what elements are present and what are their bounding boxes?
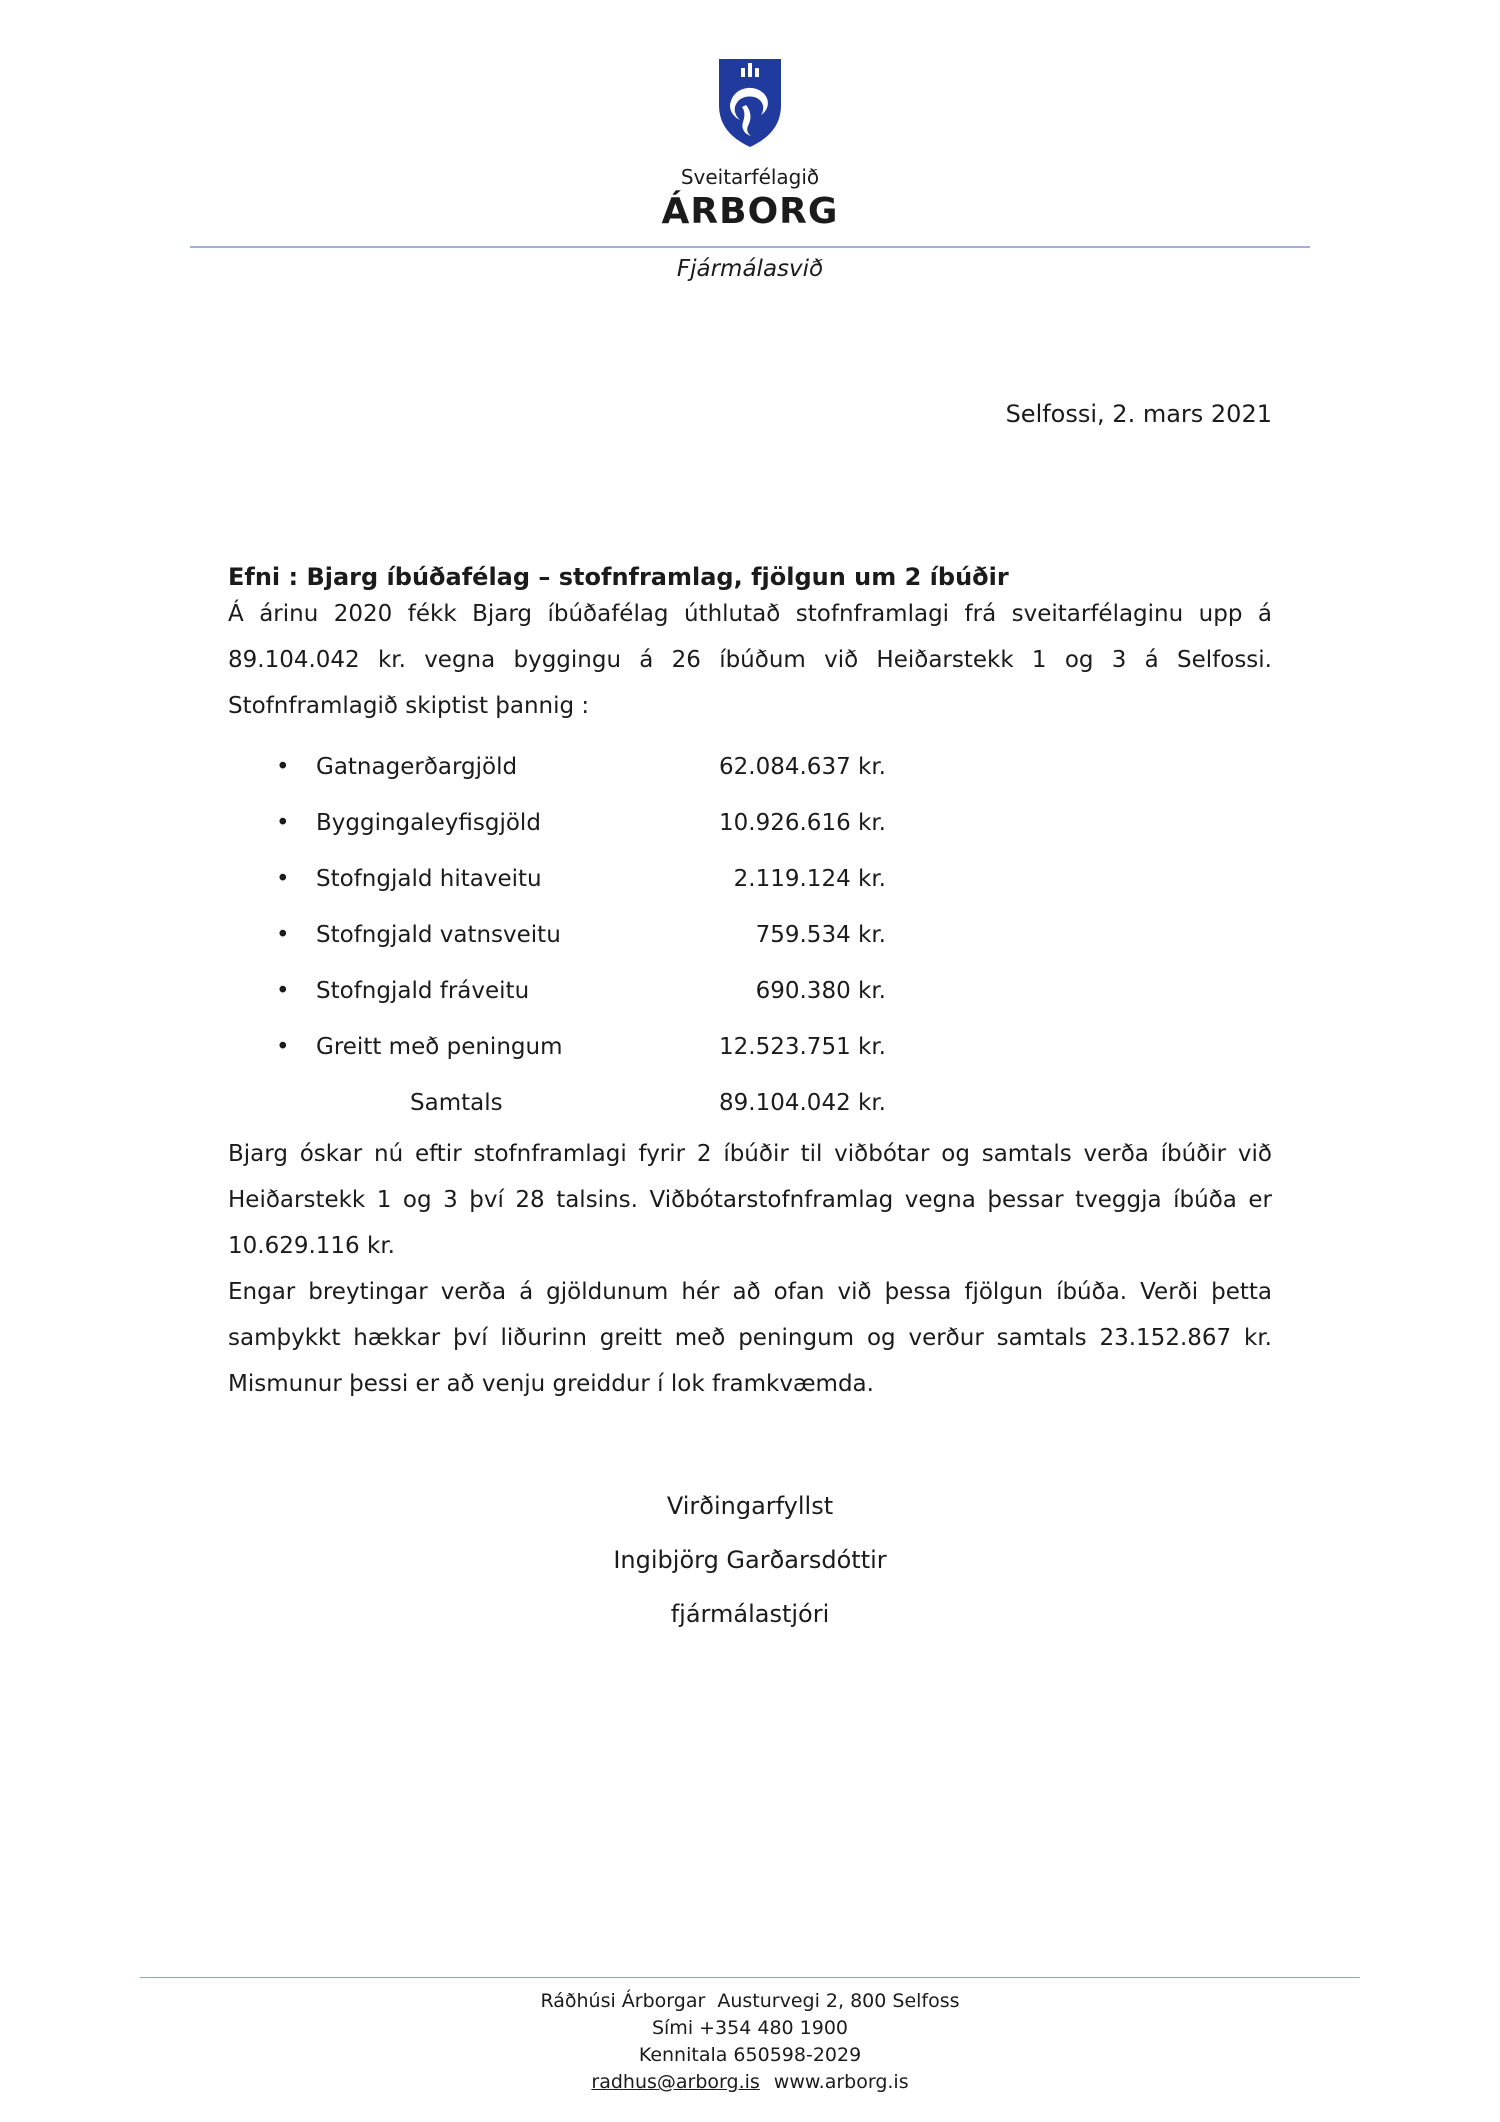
item-label: Gatnagerðargjöld bbox=[316, 754, 518, 780]
closing-paragraph: Engar breytingar verða á gjöldunum hér að ofan við þessa fjölgun íbúða. Verði þetta samþykkt hækkar því liðurinn greitt með peningum og verður samtals 23.152.867 kr. Mismunur þessi er að venju greiddur í lok framkvæmda. bbox=[228, 1279, 1272, 1397]
item-amount: 759.534 kr. bbox=[755, 922, 886, 948]
salutation: Virðingarfyllst bbox=[666, 1492, 834, 1520]
total-row bbox=[276, 1075, 1272, 1131]
item-label: Byggingaleyfisgjöld bbox=[316, 810, 541, 836]
bullet-icon: • bbox=[276, 810, 290, 836]
list-item bbox=[276, 739, 1272, 795]
item-amount: 12.523.751 kr. bbox=[719, 1034, 886, 1060]
intro-paragraph: Á árinu 2020 fékk Bjarg íbúðafélag úthlutað stofnframlagi frá sveitarfélaginu upp á 89.104.042 kr. vegna byggingu á 26 íbúðum við Heiðarstekk 1 og 3 á Selfossi. Stofnframlagið skiptist þannig : bbox=[228, 601, 1272, 719]
item-amount: 62.084.637 kr. bbox=[719, 754, 886, 780]
footer-email-link[interactable]: radhus@arborg.is bbox=[591, 2071, 760, 2093]
footer-kennitala: Kennitala 650598-2029 bbox=[638, 2044, 862, 2066]
bullet-icon: • bbox=[276, 1034, 290, 1060]
total-label: Samtals bbox=[410, 1090, 503, 1116]
signature-block bbox=[228, 1479, 1272, 1641]
letterhead bbox=[228, 55, 1272, 282]
item-label: Stofngjald fráveitu bbox=[316, 978, 530, 1004]
footer-contact-line bbox=[0, 2069, 1500, 2096]
subject-line: Efni : Bjarg íbúðafélag – stofnframlag, fjölgun um 2 íbúðir bbox=[228, 563, 1009, 591]
arborg-logo bbox=[228, 55, 1272, 155]
date-line: Selfossi, 2. mars 2021 bbox=[1005, 400, 1272, 428]
item-amount: 10.926.616 kr. bbox=[719, 810, 886, 836]
item-label: Stofngjald hitaveitu bbox=[316, 866, 542, 892]
bullet-icon: • bbox=[276, 866, 290, 892]
org-name-small: Sveitarfélagið bbox=[680, 165, 820, 189]
bullet-icon: • bbox=[276, 754, 290, 780]
bullet-icon: • bbox=[276, 922, 290, 948]
list-item bbox=[276, 1019, 1272, 1075]
department-name: Fjármálasvið bbox=[676, 256, 824, 282]
item-amount: 690.380 kr. bbox=[755, 978, 886, 1004]
list-item bbox=[276, 907, 1272, 963]
total-amount: 89.104.042 kr. bbox=[719, 1090, 886, 1116]
footer-website: www.arborg.is bbox=[773, 2071, 909, 2093]
signer-title: fjármálastjóri bbox=[670, 1600, 830, 1628]
item-label: Greitt með peningum bbox=[316, 1034, 563, 1060]
item-label: Stofngjald vatnsveitu bbox=[316, 922, 561, 948]
footer-phone: Sími +354 480 1900 bbox=[651, 2017, 849, 2039]
list-item bbox=[276, 963, 1272, 1019]
item-amount: 2.119.124 kr. bbox=[733, 866, 886, 892]
signer-name: Ingibjörg Garðarsdóttir bbox=[613, 1546, 887, 1574]
org-name-large: ÁRBORG bbox=[661, 191, 839, 232]
list-item bbox=[276, 795, 1272, 851]
letter-footer bbox=[0, 1977, 1500, 2096]
request-paragraph: Bjarg óskar nú eftir stofnframlagi fyrir 2 íbúðir til viðbótar og samtals verða íbúðir við Heiðarstekk 1 og 3 því 28 talsins. Viðbótarstofnframlag vegna þessar tveggja íbúða er 10.629.116 kr. bbox=[228, 1141, 1272, 1259]
arborg-coat-of-arms-icon bbox=[711, 55, 789, 155]
bullet-icon: • bbox=[276, 978, 290, 1004]
footer-divider bbox=[140, 1977, 1360, 1978]
cost-breakdown-list bbox=[276, 739, 1272, 1131]
header-divider bbox=[190, 246, 1310, 248]
footer-address: Ráðhúsi Árborgar Austurvegi 2, 800 Selfoss bbox=[540, 1990, 960, 2012]
list-item bbox=[276, 851, 1272, 907]
